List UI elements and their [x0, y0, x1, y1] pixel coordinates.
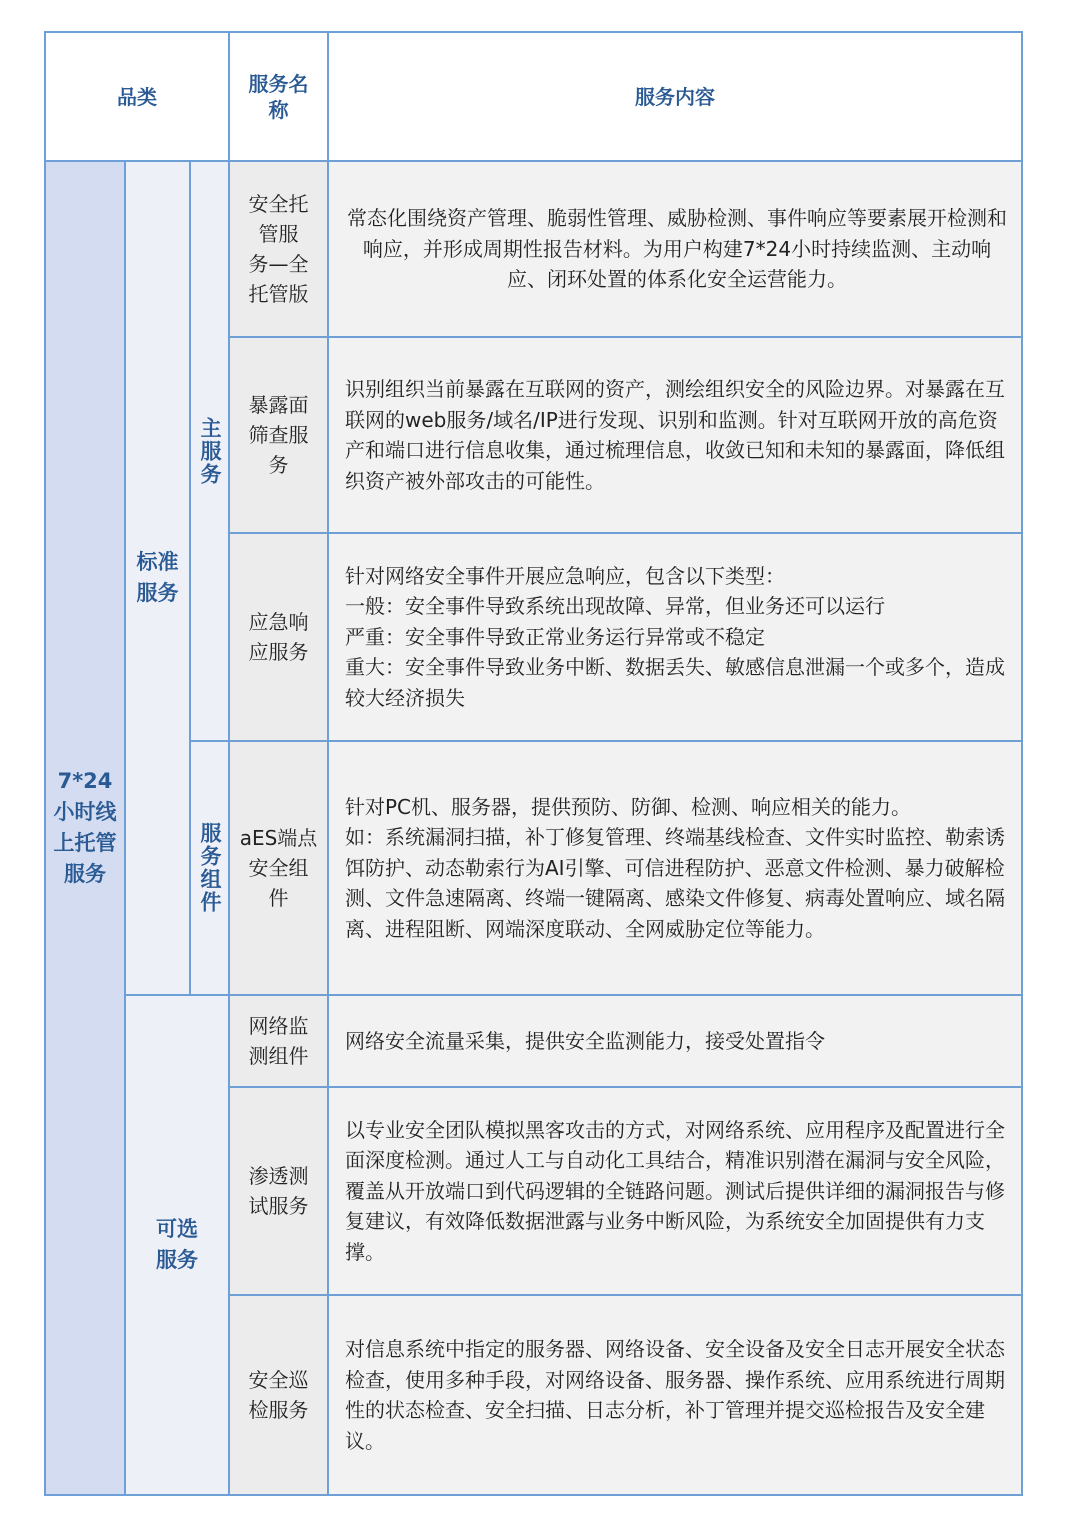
service-name: 安全巡 检服务 — [248, 1368, 309, 1422]
service-content: 网络安全流量采集，提供安全监测能力，接受处置指令 — [345, 1028, 825, 1053]
header-service-content — [327, 31, 1023, 162]
category-main-service — [189, 160, 230, 742]
service-content: 以专业安全团队模拟黑客攻击的方式，对网络系统、应用程序及配置进行全面深度检测。通过人工与自动化工具结合，精准识别潜在漏洞与安全风险，覆盖从开放端口到代码逻辑的全链路问题。测试后提供详细的漏洞报告与修复建议，有效降低数据泄露与业务中断风险，为系统安全加固提供有力支撑。 — [345, 1117, 1005, 1264]
header-service-name — [228, 31, 329, 162]
category-main — [44, 160, 126, 1496]
category-main-label: 7*24 小时线 上托管 服务 — [53, 769, 117, 886]
service-content: 常态化围绕资产管理、脆弱性管理、威胁检测、事件响应等要素展开检测和响应，并形成周期性报告材料。为用户构建7*24小时持续监测、主动响应、闭环处置的体系化安全运营能力。 — [347, 206, 1007, 292]
service-name: 安全托 管服 务—全 托管版 — [248, 192, 309, 306]
service-content: 针对PC机、服务器，提供预防、防御、检测、响应相关的能力。 如：系统漏洞扫描，补丁修复管理、终端基线检查、文件实时监控、勒索诱饵防护、动态勒索行为AI引擎、可信进程防护、恶意文件检测、暴力破解检测、文件急速隔离、终端一键隔离、感染文件修复、病毒处置响应、域名隔离、进程阻断、网端深度联动、全网威胁定位等能力。 — [345, 794, 1005, 941]
service-content-cell — [327, 1294, 1023, 1496]
service-content: 针对网络安全事件开展应急响应，包含以下类型： 一般：安全事件导致系统出现故障、异常，但业务还可以运行 严重：安全事件导致正常业务运行异常或不稳定 重大：安全事件导致业务中断、数据丢失、敏感信息泄漏一个或多个，造成较大经济损失 — [345, 563, 1005, 710]
service-content-cell — [327, 532, 1023, 742]
category-main-service-label: 主服务 — [198, 416, 222, 486]
header-category — [44, 31, 230, 162]
category-service-component-label: 服务组件 — [198, 822, 222, 914]
service-name: aES端点 安全组 件 — [239, 826, 318, 910]
service-content-cell — [327, 994, 1023, 1088]
header-service-content-label: 服务内容 — [635, 84, 715, 109]
service-name-cell — [228, 740, 329, 996]
category-standard-label: 标准 服务 — [136, 550, 179, 605]
service-content: 识别组织当前暴露在互联网的资产，测绘组织安全的风险边界。对暴露在互联网的web服务/域名/IP进行发现、识别和监测。针对互联网开放的高危资产和端口进行信息收集，通过梳理信息，收敛已知和未知的暴露面，降低组织资产被外部攻击的可能性。 — [345, 377, 1005, 493]
header-category-label: 品类 — [117, 84, 157, 109]
service-name: 网络监 测组件 — [248, 1014, 309, 1068]
category-service-component — [189, 740, 230, 996]
service-content: 对信息系统中指定的服务器、网络设备、安全设备及安全日志开展安全状态检查，使用多种手段，对网络设备、服务器、操作系统、应用系统进行周期性的状态检查、安全扫描、日志分析，补丁管理并提交巡检报告及安全建议。 — [345, 1337, 1005, 1453]
category-optional-label: 可选 服务 — [156, 1217, 198, 1272]
service-name: 渗透测 试服务 — [248, 1164, 309, 1218]
service-content-cell — [327, 740, 1023, 996]
service-name-cell — [228, 994, 329, 1088]
service-name-cell — [228, 160, 329, 338]
service-name-cell — [228, 336, 329, 534]
service-content-cell — [327, 1086, 1023, 1296]
service-content-cell — [327, 336, 1023, 534]
header-service-name-label: 服务名 称 — [248, 71, 309, 122]
service-name: 应急响 应服务 — [248, 610, 309, 664]
service-name: 暴露面 筛查服 务 — [248, 393, 309, 477]
category-standard — [124, 160, 191, 996]
category-optional — [124, 994, 230, 1496]
service-name-cell — [228, 1086, 329, 1296]
service-name-cell — [228, 1294, 329, 1496]
service-content-cell — [327, 160, 1023, 338]
service-name-cell — [228, 532, 329, 742]
